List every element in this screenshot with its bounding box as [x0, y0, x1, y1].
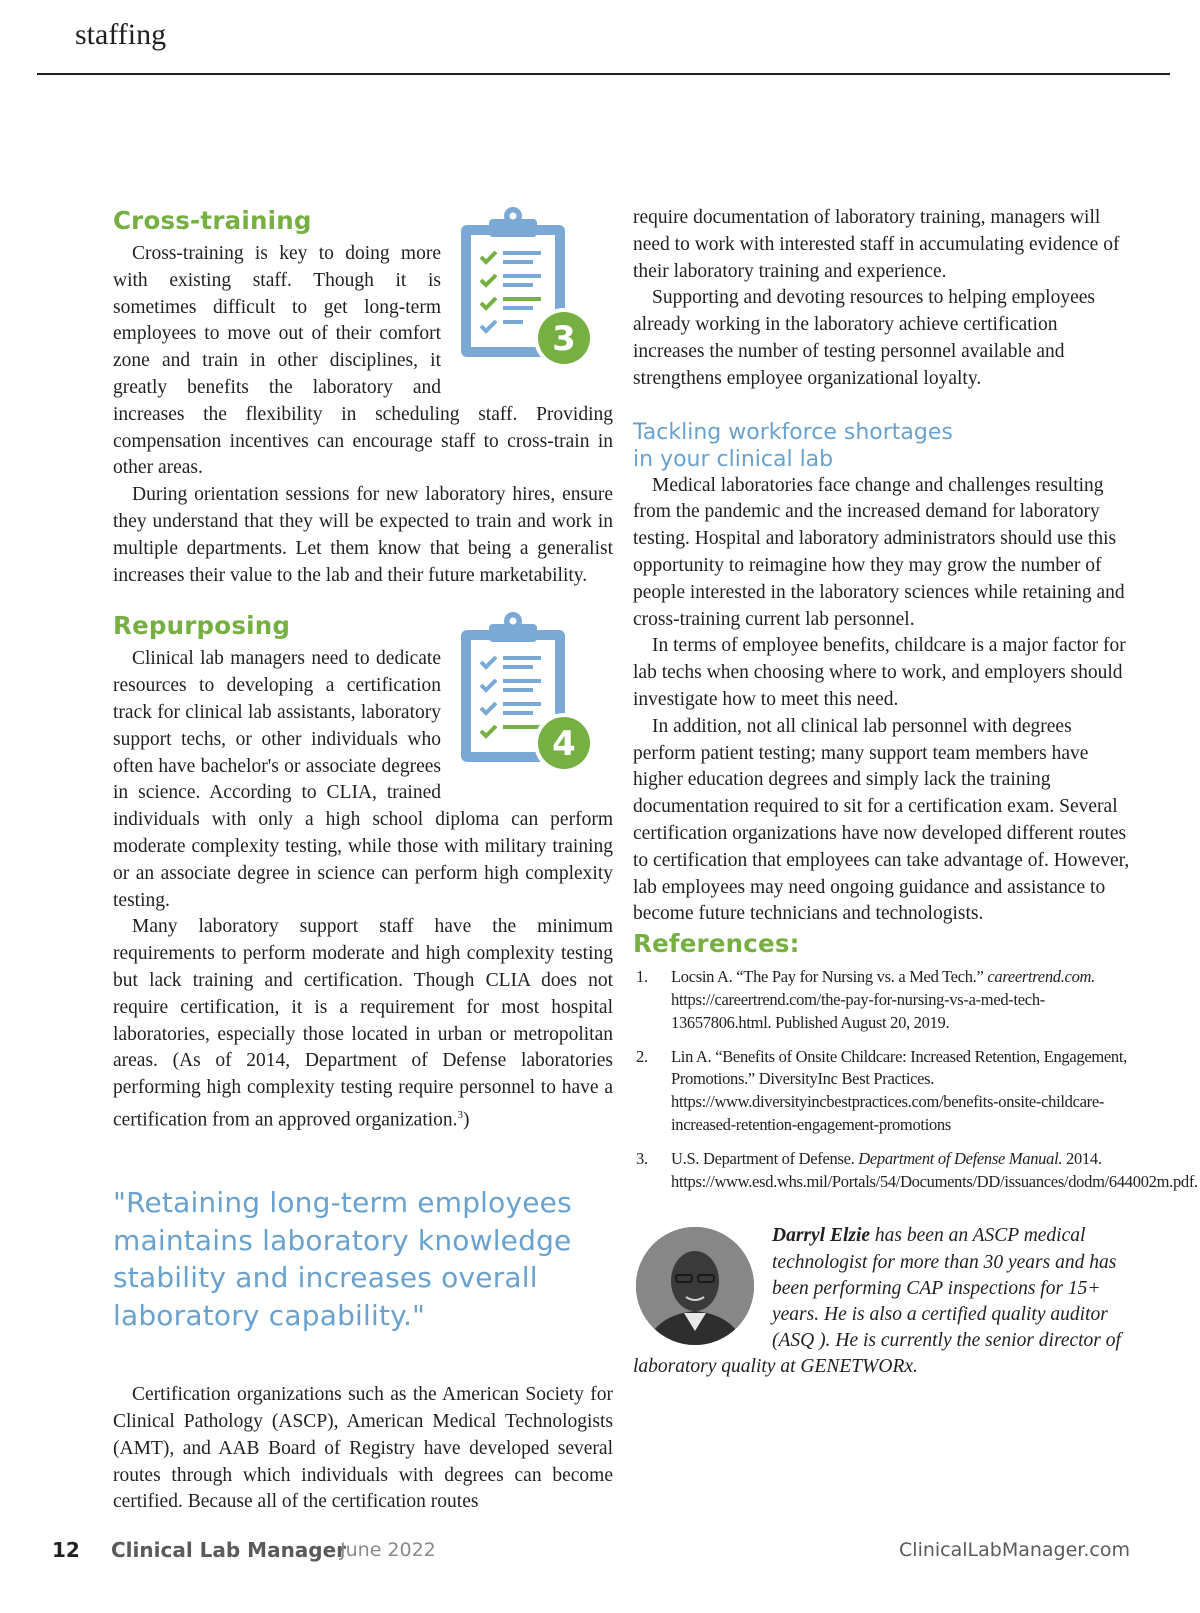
- badge-number-3: 3: [552, 319, 576, 359]
- right-column: [633, 205, 1198, 1381]
- repurposing-heading: Repurposing: [113, 611, 291, 641]
- cross-training-p2: During orientation sessions for new laboratory hires, ensure they understand that they will be expected to train and work in multiple departments. Let them know that being a generalist increases their value to the lab and their future marketability.: [113, 484, 613, 586]
- author-photo: [636, 1227, 754, 1345]
- supporting-paragraph: Supporting and devoting resources to helping employees already working in the laboratory achieve certification increases the number of testing personnel available and strengthens employee organizational loyalty.: [633, 287, 1095, 389]
- page-number: 12: [52, 1538, 80, 1562]
- badge-number-4: 4: [552, 724, 576, 765]
- cross-training-heading: Cross-training: [113, 206, 312, 235]
- author-bio: [633, 1223, 1133, 1380]
- reference-item: 3. U.S. Department of Defense. Department of Defense Manual. 2014. https://www.esd.whs.mil/Portals/54/Documents/DD/issuances/dodm/644002m.pdf.: [636, 1148, 1198, 1191]
- repurposing-p1: Clinical lab managers need to dedicate resources to developing a certification track for clinical lab assistants, laboratory support techs, or other individuals who often have bachelor's or associate degrees in science. According to CLIA, trained individuals with only a high school diploma can perform moderate complexity testing, while those with military training or an associate degree in science can perform high complexity testing.: [113, 648, 613, 911]
- certification-paragraph: Certification organizations such as the American Society for Clinical Pathology (ASCP), American Medical Technologists (AMT), and AAB Board of Registry have developed several routes through which individuals with degrees can become certified. Because all of the certification routes: [113, 1384, 613, 1513]
- repurposing-p2-end: ): [463, 1109, 470, 1131]
- clipboard-checklist-icon: [453, 207, 603, 382]
- clipboard-checklist-icon: [453, 612, 603, 787]
- tackling-p1: Medical laboratories face change and challenges resulting from the pandemic and the increased demand for laboratory testing. Hospital and laboratory administrators should use this opportunity to reimagine how they may grow the number of people interested in the laboratory sciences while retaining and cross-training current lab personnel.: [633, 474, 1125, 630]
- footnote-ref-3: 3: [457, 1108, 464, 1121]
- tackling-heading-line2: in your clinical lab: [633, 446, 834, 472]
- issue-date: June 2022: [340, 1539, 436, 1561]
- section-label: staffing: [75, 18, 167, 51]
- author-bio-text: has been an ASCP medical technologist for more than 30 years and has been performing CAP inspections for 15+ years. He is also a certified quality auditor (ASQ ). He is currently the senior director of laboratory quality at GENETWORx.: [633, 1225, 1121, 1378]
- magazine-title: Clinical Lab Manager: [111, 1538, 347, 1562]
- tackling-p2: In terms of employee benefits, childcare is a major factor for lab techs when choosing where to work, and employers should investigate how to meet this need.: [633, 635, 1126, 710]
- continued-paragraph: require documentation of laboratory training, managers will need to work with interested staff in accumulating evidence of their laboratory training and experience.: [633, 207, 1120, 282]
- references-heading: References:: [633, 929, 800, 959]
- footer: [0, 1538, 1200, 1578]
- reference-item: 2. Lin A. “Benefits of Onsite Childcare: Increased Retention, Engagement, Promotions.” DiversityInc Best Practices. https://www.diversityincbestpractices.com/benefits-onsite-childcare-increased-retention-engagement-promotions: [636, 1046, 1127, 1134]
- author-name: Darryl Elzie: [772, 1225, 871, 1247]
- header-rule: [37, 73, 1170, 75]
- references-list: [633, 966, 1198, 1193]
- repurposing-p2-text: Many laboratory support staff have the minimum requirements to perform moderate and high complexity testing but lack training and certification. Though CLIA does not require certification, it is a requirement for most hospital laboratories, especially those located in urban or metropolitan areas. (As of 2014, Department of Defense laboratories performing high complexity testing require personnel to have a certification from an approved organization.: [113, 916, 613, 1131]
- tackling-heading-line1: Tackling workforce shortages: [633, 419, 953, 445]
- pull-quote: "Retaining long-term employees maintains laboratory knowledge stability and increases overall laboratory capability.": [113, 1186, 572, 1332]
- cross-training-p1: Cross-training is key to doing more with existing staff. Though it is sometimes difficult to get long-term employees to move out of their comfort zone and train in other disciplines, it greatly benefits the laboratory and increases the flexibility in scheduling staff. Providing compensation incentives can encourage staff to cross-train in other areas.: [113, 243, 613, 479]
- tackling-p3: In addition, not all clinical lab personnel with degrees perform patient testing; many support team members have higher education degrees and simply lack the training documentation required to sit for a certification exam. Several certification organizations have now developed different routes to certification that employees can take advantage of. However, lab employees may need ongoing guidance and assistance to become future technicians and technologists.: [633, 715, 1130, 925]
- left-column: [113, 205, 613, 1516]
- repurposing-p2: [113, 914, 613, 1134]
- website: ClinicalLabManager.com: [899, 1539, 1130, 1561]
- reference-item: 1. Locsin A. “The Pay for Nursing vs. a Med Tech.” careertrend.com. https://careertrend.com/the-pay-for-nursing-vs-a-med-tech-13657806.html. Published August 20, 2019.: [636, 967, 1095, 1032]
